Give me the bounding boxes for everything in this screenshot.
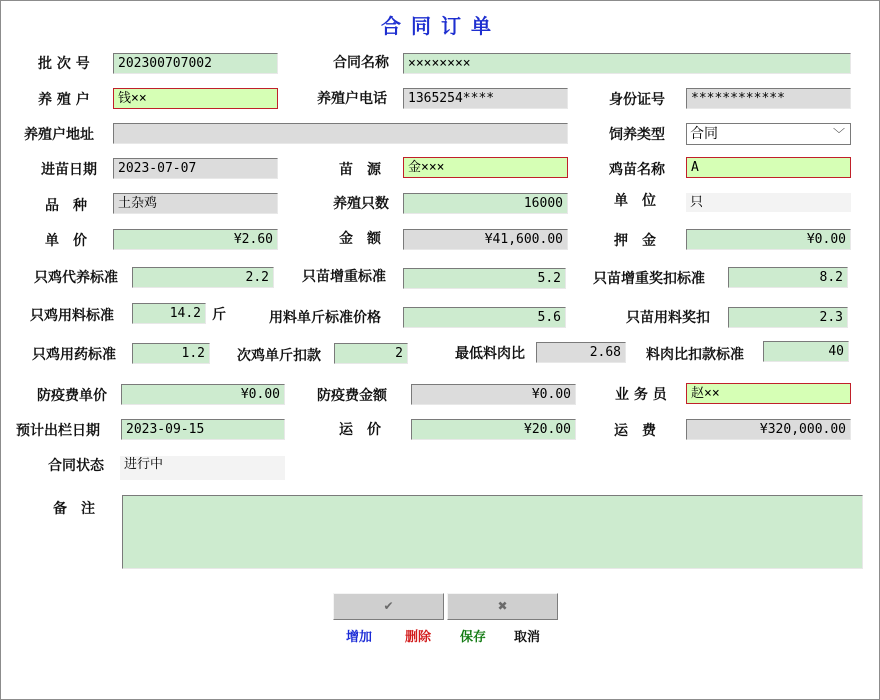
expected-out-date-label: 预计出栏日期: [16, 423, 100, 439]
farmer-field[interactable]: 钱××: [113, 88, 278, 109]
id-no-label: 身份证号: [609, 92, 665, 108]
jin-unit-label: 斤: [212, 307, 226, 323]
freight-fee-field[interactable]: ¥320,000.00: [686, 419, 851, 440]
farmer-address-field[interactable]: [113, 123, 568, 144]
amount-field[interactable]: ¥41,600.00: [403, 229, 568, 250]
salesman-label: 业 务 员: [615, 387, 667, 403]
inferior-chick-deduct-field[interactable]: 2: [334, 343, 408, 364]
page-title: 合同订单: [381, 14, 501, 38]
per-chick-feed-bonus-label: 只苗用料奖扣: [626, 310, 710, 326]
raise-type-select[interactable]: [686, 123, 851, 145]
farmer-label: 养 殖 户: [38, 92, 90, 108]
freight-price-label: 运 价: [339, 422, 381, 438]
salesman-field[interactable]: 赵××: [686, 383, 851, 404]
contract-status-label: 合同状态: [48, 458, 104, 474]
farmer-phone-field[interactable]: 1365254****: [403, 88, 568, 109]
raise-type-value: 合同: [690, 126, 718, 142]
per-chick-weight-gain-std-field[interactable]: 5.2: [403, 268, 566, 289]
per-chick-feed-std-label: 只鸡用料标准: [30, 308, 114, 324]
freight-price-field[interactable]: ¥20.00: [411, 419, 576, 440]
per-chick-feed-std-field[interactable]: 14.2: [132, 303, 206, 324]
unit-price-label: 单 价: [45, 233, 87, 249]
breed-field[interactable]: 土杂鸡: [113, 193, 278, 214]
per-chick-medicine-std-field[interactable]: 1.2: [132, 343, 210, 364]
inferior-chick-deduct-label: 次鸡单斤扣款: [237, 348, 321, 364]
epidemic-amount-label: 防疫费金额: [317, 388, 387, 404]
per-chick-weight-bonus-std-label: 只苗增重奖扣标准: [593, 271, 705, 287]
freight-fee-label: 运 费: [614, 423, 656, 439]
breed-label: 品 种: [45, 198, 87, 214]
chevron-down-icon[interactable]: ﹀: [832, 127, 845, 141]
per-chick-medicine-std-label: 只鸡用药标准: [32, 347, 116, 363]
chick-source-label: 苗 源: [339, 162, 381, 178]
epidemic-amount-field[interactable]: ¥0.00: [411, 384, 576, 405]
farmer-address-label: 养殖户地址: [24, 127, 94, 143]
deposit-label: 押 金: [614, 233, 656, 249]
chick-source-field[interactable]: 金×××: [403, 157, 568, 178]
deposit-field[interactable]: ¥0.00: [686, 229, 851, 250]
batch-no-label: 批 次 号: [38, 56, 90, 72]
confirm-button[interactable]: [333, 593, 444, 620]
save-button[interactable]: 保存: [460, 630, 487, 645]
delete-button[interactable]: 删除: [405, 630, 432, 645]
feed-meat-ratio-deduct-std-field[interactable]: 40: [763, 341, 849, 362]
per-chick-weight-gain-std-label: 只苗增重标准: [302, 269, 386, 285]
per-chick-raise-std-field[interactable]: 2.2: [132, 267, 274, 288]
farmer-phone-label: 养殖户电话: [317, 91, 387, 107]
per-chick-feed-bonus-field[interactable]: 2.3: [728, 307, 848, 328]
contract-status-field: 进行中: [120, 456, 285, 480]
cancel-button[interactable]: 取消: [514, 630, 541, 645]
batch-no-field[interactable]: 202300707002: [113, 53, 278, 74]
min-feed-meat-ratio-field[interactable]: 2.68: [536, 342, 626, 363]
epidemic-unit-price-label: 防疫费单价: [37, 388, 107, 404]
chick-in-date-field[interactable]: 2023-07-07: [113, 158, 278, 179]
feed-meat-ratio-deduct-std-label: 料肉比扣款标准: [646, 347, 744, 363]
unit-field[interactable]: 只: [686, 193, 851, 212]
epidemic-unit-price-field[interactable]: ¥0.00: [121, 384, 285, 405]
unit-label: 单 位: [614, 193, 656, 209]
min-feed-meat-ratio-label: 最低料肉比: [455, 346, 525, 362]
feed-price-per-jin-std-label: 用料单斤标准价格: [269, 310, 381, 326]
cancel-icon-button[interactable]: [447, 593, 558, 620]
raise-count-label: 养殖只数: [333, 196, 389, 212]
chick-in-date-label: 进苗日期: [41, 162, 97, 178]
remarks-label: 备 注: [53, 501, 95, 517]
close-icon: ✖: [497, 599, 508, 613]
raise-type-label: 饲养类型: [609, 127, 665, 143]
unit-price-field[interactable]: ¥2.60: [113, 229, 278, 250]
contract-name-label: 合同名称: [333, 55, 389, 71]
feed-price-per-jin-std-field[interactable]: 5.6: [403, 307, 566, 328]
chick-name-label: 鸡苗名称: [609, 162, 665, 178]
per-chick-weight-bonus-std-field[interactable]: 8.2: [728, 267, 848, 288]
contract-name-field[interactable]: ××××××××: [403, 53, 851, 74]
remarks-field[interactable]: [122, 495, 863, 569]
check-icon: ✔: [383, 599, 394, 613]
add-button[interactable]: 增加: [346, 630, 373, 645]
chick-name-field[interactable]: A: [686, 157, 851, 178]
id-no-field[interactable]: ************: [686, 88, 851, 109]
expected-out-date-field[interactable]: 2023-09-15: [121, 419, 285, 440]
per-chick-raise-std-label: 只鸡代养标准: [34, 270, 118, 286]
raise-count-field[interactable]: 16000: [403, 193, 568, 214]
amount-label: 金 额: [339, 231, 381, 247]
